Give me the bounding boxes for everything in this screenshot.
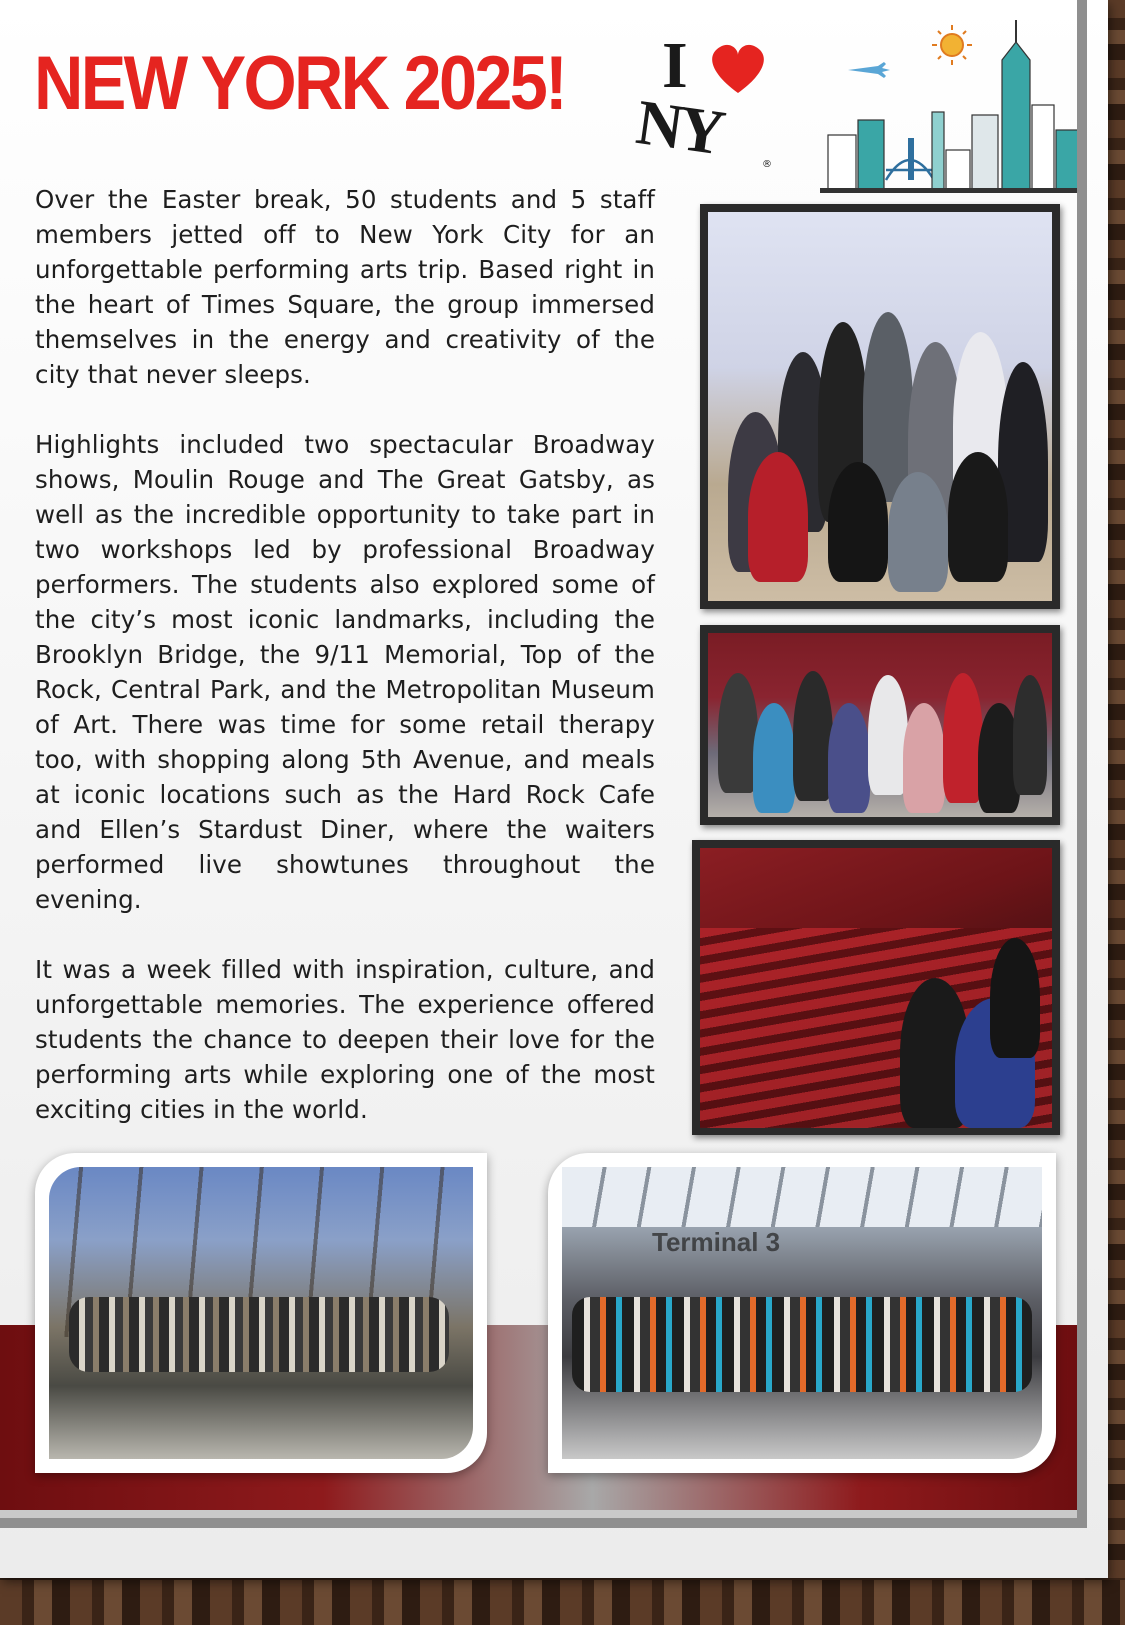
sun-icon [932, 25, 972, 65]
article-paragraph-2: Highlights included two spectacular Broadway shows, Moulin Rouge and The Great Gatsby, as well as the incredible opportunity to take part in two workshops led by professional Broadway performers. The students also explored some of the city’s most iconic landmarks, including the Brooklyn Bridge, the 9/11 Memorial, Top of the Rock, Central Park, and the Metropolitan Museum of Art. There was time for some retail therapy too, with shopping along 5th Avenue, and meals at iconic locations such as the Hard Rock Cafe and Ellen’s Stardust Diner, where the waiters performed live showtunes throughout the evening. [35, 430, 655, 914]
logo-city: NY [632, 86, 726, 169]
page-frame-bottom [0, 1518, 1087, 1528]
article-paragraph-3: It was a week filled with inspiration, culture, and unforgettable memories. The experience offered students the chance to deepen their love for the performing arts while exploring one of the most exciting cities in the world. [35, 955, 655, 1124]
heart-icon [712, 45, 764, 93]
page-frame-right [1077, 0, 1087, 1528]
workshop-group-photo [700, 204, 1060, 609]
i-love-ny-logo [632, 25, 800, 175]
theatre-seats-photo [692, 840, 1060, 1135]
article-body [35, 182, 655, 1162]
logo-registered-mark: ® [762, 159, 772, 170]
central-park-photo [35, 1153, 487, 1473]
page-title: NEW YORK 2025! [34, 41, 566, 126]
article-paragraph-1: Over the Easter break, 50 students and 5 staff members jetted off to New York City for an unforgettable performing arts trip. Based right in the heart of Times Square, the group immersed themselves in the energy and creativity of the city that never sleeps. [35, 185, 655, 389]
terminal-sign: Terminal 3 [652, 1227, 781, 1257]
decorative-grey-band [0, 1510, 1077, 1518]
curtain-group-photo [700, 625, 1060, 825]
wood-background-bottom [0, 1580, 1125, 1625]
logo-letter-i: I [662, 29, 688, 102]
airplane-icon [848, 62, 890, 78]
airport-terminal-photo [548, 1153, 1056, 1473]
nyc-skyline-illustration [820, 20, 1085, 195]
